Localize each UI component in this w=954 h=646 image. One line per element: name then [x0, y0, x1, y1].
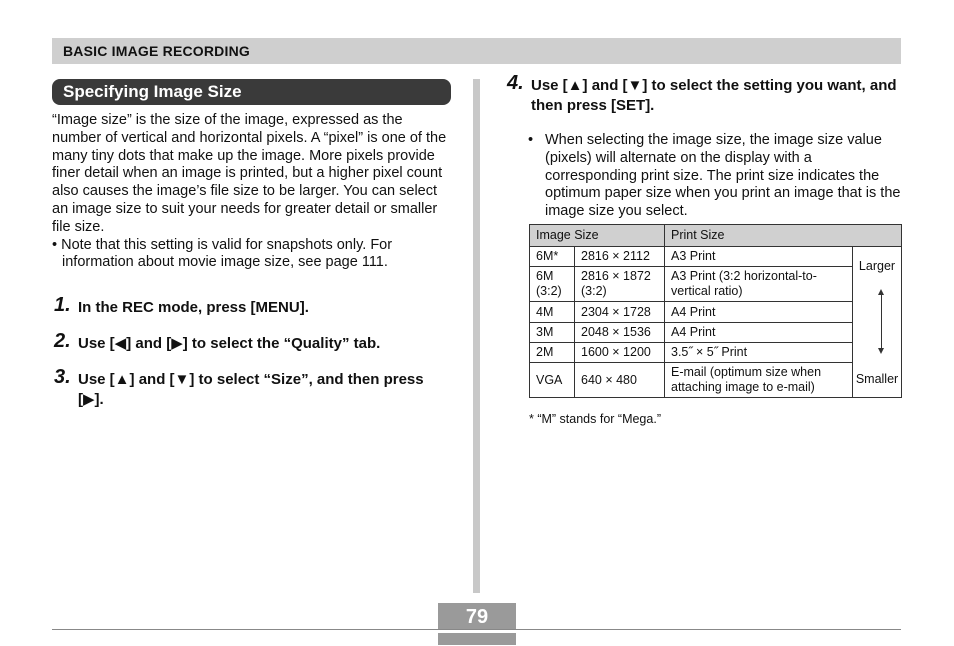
table-row: [530, 302, 902, 322]
size-bullet: [505, 132, 902, 221]
cell-print: E-mail (optimum size when attaching image to e-mail): [665, 363, 853, 398]
cell-pixels: 640 × 480: [575, 363, 665, 398]
cell-size: VGA: [530, 363, 575, 398]
cell-pixels: 2816 × 1872 (3:2): [575, 267, 665, 302]
section-title: Specifying Image Size: [52, 79, 451, 105]
page-number-box: [438, 603, 516, 645]
bullet-dot: •: [528, 132, 534, 148]
cell-pixels: 2304 × 1728: [575, 302, 665, 322]
step-4-text: Use [▲] and [▼] to select the setting you want, and then press [SET].: [531, 77, 897, 114]
table-row: [530, 363, 902, 398]
cell-size: 3M: [530, 322, 575, 342]
header-bar: [52, 38, 901, 64]
step-3-text: Use [▲] and [▼] to select “Size”, and then press [▶].: [78, 371, 424, 409]
page-number-tab-lower: [438, 633, 516, 645]
cell-size: 6M (3:2): [530, 267, 575, 302]
cell-size: 4M: [530, 302, 575, 322]
table-row: [530, 247, 902, 267]
bullet-text: When selecting the image size, the image size value (pixels) will alternate on the display with a corresponding print size. The print size indicates the optimum paper size when you print an image that is the image size you select.: [545, 132, 901, 220]
step-1: [52, 294, 451, 318]
header-title: BASIC IMAGE RECORDING: [63, 43, 250, 59]
size-scale: [853, 247, 902, 398]
page-number: 79: [465, 606, 489, 628]
step-3: [52, 366, 451, 410]
cell-size: 2M: [530, 342, 575, 362]
table-row: [530, 267, 902, 302]
intro-paragraph: “Image size” is the size of the image, expressed as the number of vertical and horizontal pixels. A “pixel” is one of the many tiny dots that make up the image. More pixels provide finer detail when an image is printed, but a higher pixel count also causes the image’s file size to be larger. You can select an image size to suit your needs for greater detail or smaller file size.: [52, 112, 447, 235]
table-row: [530, 342, 902, 362]
cell-print: A4 Print: [665, 302, 853, 322]
scale-smaller-label: Smaller: [855, 372, 899, 386]
movie-note: • Note that this setting is valid for snapshots only. For information about movie image size, see page 111.: [52, 236, 393, 271]
arrow-down-icon: [878, 348, 884, 354]
cell-pixels: 2048 × 1536: [575, 322, 665, 342]
step-4: [505, 72, 902, 116]
header-image-size: Image Size: [530, 225, 665, 247]
step-2-number: 2.: [54, 330, 71, 353]
cell-print: 3.5˝ × 5˝ Print: [665, 342, 853, 362]
step-1-text: In the REC mode, press [MENU].: [78, 299, 309, 317]
step-2: [52, 330, 451, 354]
cell-size: 6M*: [530, 247, 575, 267]
footnote: * “M” stands for “Mega.”: [529, 412, 661, 426]
cell-print: A3 Print (3:2 horizontal-to-vertical ratio): [665, 267, 853, 302]
cell-pixels: 2816 × 2112: [575, 247, 665, 267]
column-divider: [473, 79, 480, 593]
image-size-table: [529, 224, 902, 398]
right-column: [505, 72, 902, 221]
step-1-number: 1.: [54, 294, 71, 317]
left-column: [52, 79, 451, 410]
step-3-number: 3.: [54, 366, 71, 389]
cell-print: A4 Print: [665, 322, 853, 342]
cell-print: A3 Print: [665, 247, 853, 267]
scale-line: [881, 294, 882, 350]
step-4-number: 4.: [507, 72, 524, 94]
table-header-row: [530, 225, 902, 247]
step-2-text: Use [◀] and [▶] to select the “Quality” tab.: [78, 335, 381, 353]
cell-pixels: 1600 × 1200: [575, 342, 665, 362]
header-print-size: Print Size: [665, 225, 902, 247]
scale-larger-label: Larger: [858, 259, 896, 273]
table-row: [530, 322, 902, 342]
